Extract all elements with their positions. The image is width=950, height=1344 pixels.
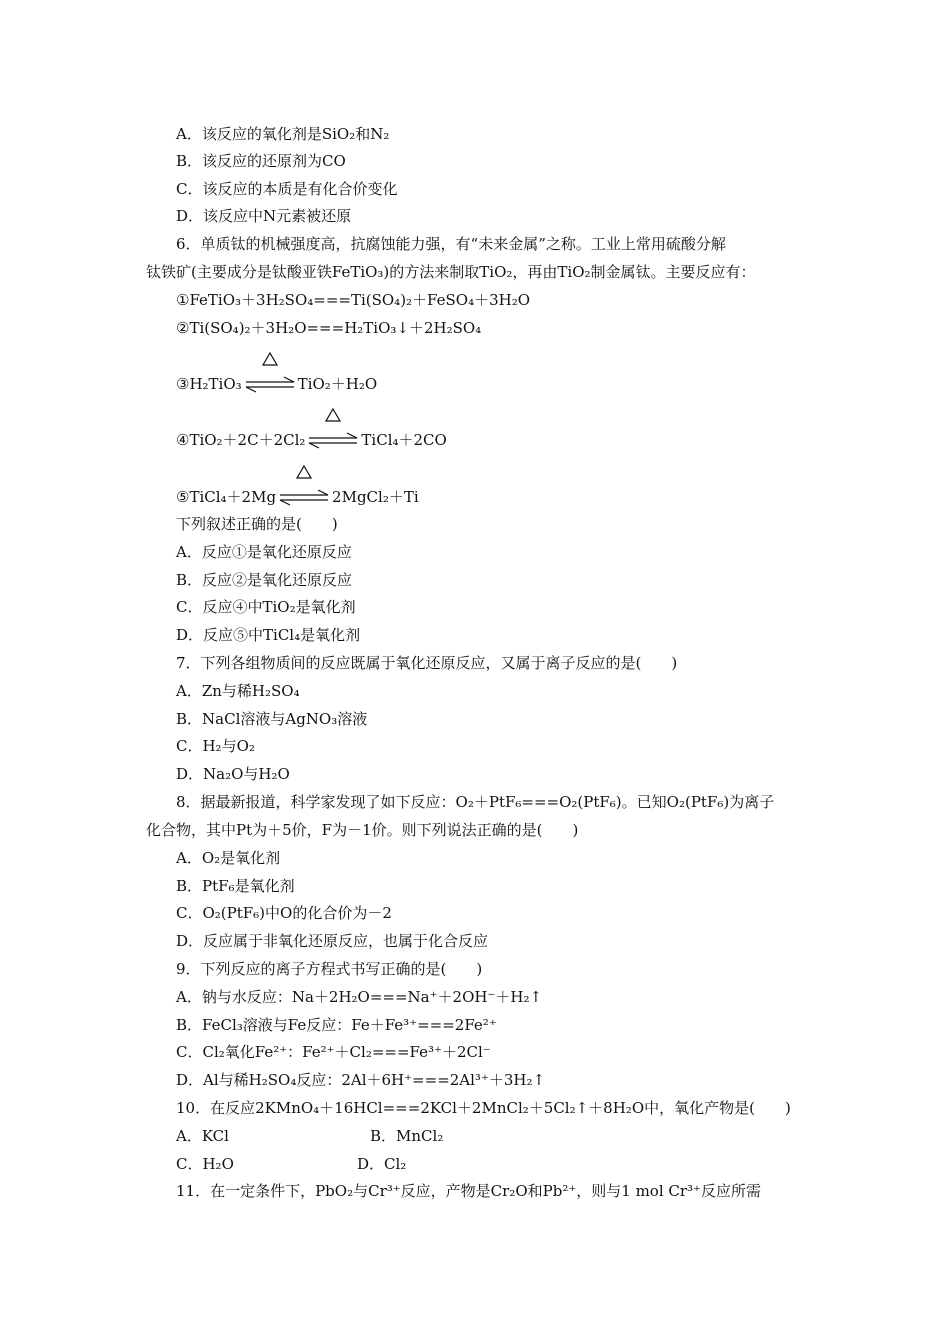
q6-option-a: A．反应①是氧化还原反应 [176,543,352,561]
q10-option-c: C．H₂O [176,1155,234,1173]
q6-reaction-3 [176,374,377,395]
reversible-heat-arrow-icon [244,375,296,395]
q6-option-c: C．反应④中TiO₂是氧化剂 [176,598,356,616]
q11-stem-line1: 11．在一定条件下，PbO₂与Cr³⁺反应，产物是Cr₂O和Pb²⁺，则与1 mol Cr³⁺反应所需 [176,1182,761,1200]
reaction-5-products: 2MgCl₂＋Ti [332,488,419,506]
q9-option-a: A．钠与水反应：Na＋2H₂O===Na⁺＋2OH⁻＋H₂↑ [176,988,543,1006]
q10-stem: 10．在反应2KMnO₄＋16HCl===2KCl＋2MnCl₂＋5Cl₂↑＋8H₂O中，氧化产物是( ) [176,1099,791,1117]
q6-option-d: D．反应⑤中TiCl₄是氧化剂 [176,626,361,644]
q5-option-d: D．该反应中N元素被还原 [176,207,352,225]
q7-option-d: D．Na₂O与H₂O [176,765,290,783]
q10-option-a: A．KCl [176,1127,229,1145]
q9-stem: 9．下列反应的离子方程式书写正确的是( ) [176,960,483,978]
q6-reaction-4 [176,430,447,451]
q5-option-b: B．该反应的还原剂为CO [176,152,346,170]
q8-stem-line2: 化合物，其中Pt为＋5价，F为－1价。则下列说法正确的是( ) [146,821,579,839]
reversible-heat-arrow-icon [307,431,359,451]
q9-option-d: D．Al与稀H₂SO₄反应：2Al＋6H⁺===2Al³⁺＋3H₂↑ [176,1071,546,1089]
q6-reaction-5 [176,487,419,508]
q10-option-d: D．Cl₂ [357,1155,407,1173]
q7-stem: 7．下列各组物质间的反应既属于氧化还原反应，又属于离子反应的是( ) [176,654,678,672]
q6-reaction-2: ②Ti(SO₄)₂＋3H₂O===H₂TiO₃↓＋2H₂SO₄ [176,319,482,337]
reaction-3-reactants: ③H₂TiO₃ [176,375,242,393]
reversible-heat-arrow-icon [278,488,330,508]
reaction-3-products: TiO₂＋H₂O [297,375,378,393]
q9-option-b: B．FeCl₃溶液与Fe反应：Fe＋Fe³⁺===2Fe²⁺ [176,1016,497,1034]
q6-stem-line1: 6．单质钛的机械强度高，抗腐蚀能力强，有“未来金属”之称。工业上常用硫酸分解 [176,235,726,253]
q7-option-b: B．NaCl溶液与AgNO₃溶液 [176,710,368,728]
q9-option-c: C．Cl₂氧化Fe²⁺：Fe²⁺＋Cl₂===Fe³⁺＋2Cl⁻ [176,1043,491,1061]
q6-reaction-1: ①FeTiO₃＋3H₂SO₄===Ti(SO₄)₂＋FeSO₄＋3H₂O [176,291,531,309]
q5-option-c: C．该反应的本质是有化合价变化 [176,180,398,198]
q6-option-b: B．反应②是氧化还原反应 [176,571,353,589]
reaction-4-products: TiCl₄＋2CO [361,431,447,449]
q5-option-a: A．该反应的氧化剂是SiO₂和N₂ [176,125,390,143]
q8-stem-line1: 8．据最新报道，科学家发现了如下反应：O₂＋PtF₆===O₂(PtF₆)。已知O₂(PtF₆)为离子 [176,793,775,811]
q10-option-b: B．MnCl₂ [370,1127,444,1145]
q8-option-c: C．O₂(PtF₆)中O的化合价为－2 [176,904,392,922]
reaction-4-reactants: ④TiO₂＋2C＋2Cl₂ [176,431,306,449]
q7-option-c: C．H₂与O₂ [176,737,255,755]
q6-question: 下列叙述正确的是( ) [176,515,338,533]
q8-option-a: A．O₂是氧化剂 [176,849,281,867]
q8-option-b: B．PtF₆是氧化剂 [176,877,295,895]
reaction-5-reactants: ⑤TiCl₄＋2Mg [176,488,277,506]
q7-option-a: A．Zn与稀H₂SO₄ [176,682,300,700]
q6-stem-line2: 钛铁矿(主要成分是钛酸亚铁FeTiO₃)的方法来制取TiO₂，再由TiO₂制金属钛。主要反应有： [146,263,756,281]
q8-option-d: D．反应属于非氧化还原反应，也属于化合反应 [176,932,489,950]
